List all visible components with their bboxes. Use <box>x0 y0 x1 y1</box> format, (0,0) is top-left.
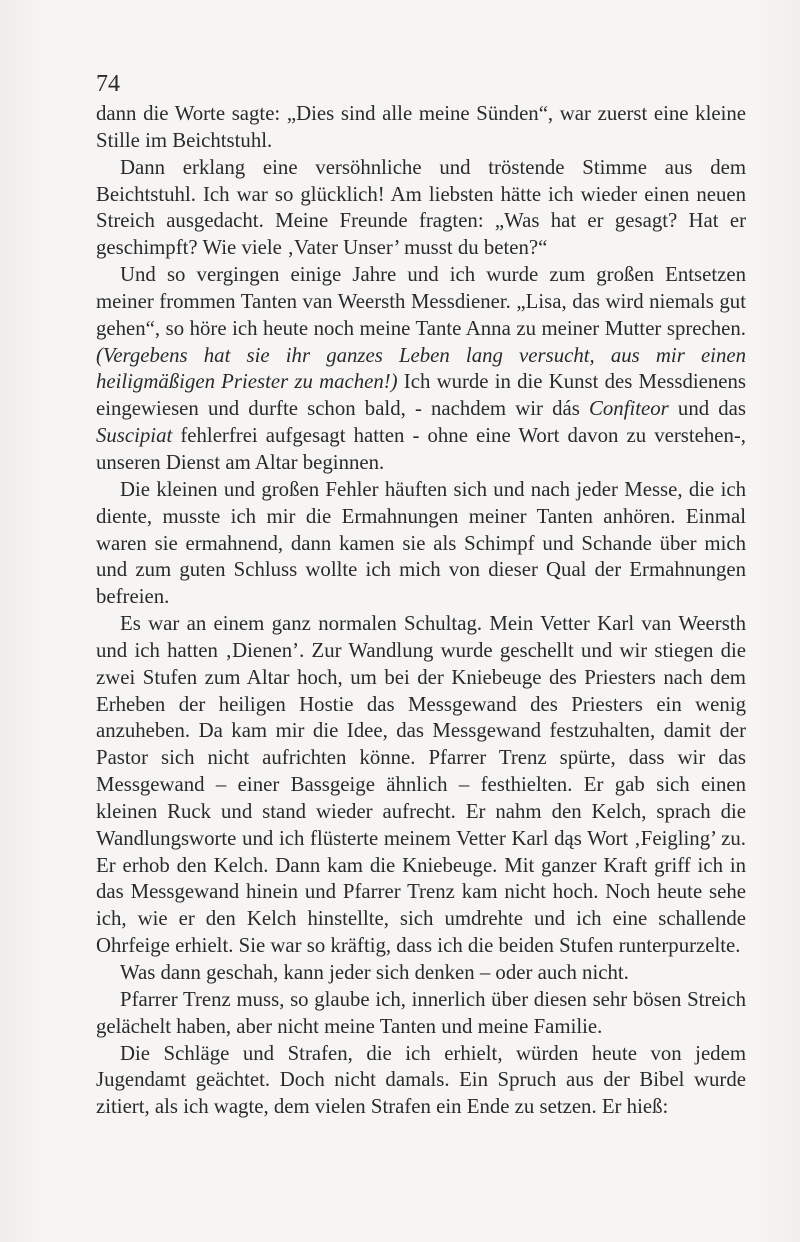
paragraph-1 <box>96 101 746 155</box>
page-number: 74 <box>96 71 120 97</box>
paragraph-text: dann die Worte sagte: „Dies sind alle meine Sünden“, war zuerst eine kleine Stille im Beichtstuhl. <box>96 102 746 152</box>
paragraph-text: Dann erklang eine versöhnliche und tröstende Stimme aus dem Beichtstuhl. Ich war so glücklich! Am liebsten hätte ich wieder einen neuen Streich ausgedacht. Meine Freunde fragten: „Was hat er gesagt? Hat er geschimpft? Wie viele ‚Vater Unser’ musst du beten?“ <box>96 155 746 260</box>
paragraph-text: Was dann geschah, kann jeder sich denken – oder auch nicht. <box>120 961 629 984</box>
paragraph-5 <box>96 611 746 960</box>
paragraph-text: Ich wurde in die Kunst des Messdienens eingewiesen und durfte schon bald, - nachdem wir dás <box>96 370 746 421</box>
paragraph-3 <box>96 262 746 477</box>
paragraph-2 <box>96 155 746 262</box>
italic-aside: (Vergebens hat sie ihr ganzes Leben lang versucht, aus mir einen heiligmäßigen Priester zu machen!) <box>96 343 746 394</box>
paragraph-text: Und so vergingen einige Jahre und ich wurde zum großen Entsetzen meiner frommen Tanten van Weersth Messdiener. „Lisa, das wird niemals gut gehen“, so höre ich heute noch meine Tante Anna zu meiner Mutter sprechen. <box>96 263 746 340</box>
italic-term-confiteor: Confiteor <box>589 397 669 421</box>
italic-term-suscipiat: Suscipiat <box>96 424 173 448</box>
paragraph-text: Die Schläge und Strafen, die ich erhielt, würden heute von jedem Jugendamt geächtet. Doch nicht damals. Ein Spruch aus der Bibel wurde zitiert, als ich wagte, dem vielen Strafen ein Ende zu setzen. Er hieß: <box>96 1041 746 1119</box>
paragraph-6 <box>96 960 746 987</box>
paragraph-7 <box>96 987 746 1041</box>
paragraph-4 <box>96 477 746 611</box>
paragraph-text: Pfarrer Trenz muss, so glaube ich, innerlich über diesen sehr bösen Streich gelächelt haben, aber nicht meine Tanten und meine Familie. <box>96 987 746 1038</box>
paragraph-text: und das <box>668 397 746 421</box>
paragraph-text: fehlerfrei aufgesagt hatten - ohne eine Wort davon zu verstehen-, unseren Dienst am Altar beginnen. <box>96 424 746 474</box>
body-text <box>96 101 746 1121</box>
paragraph-8 <box>96 1041 746 1122</box>
paragraph-text: Es war an einem ganz normalen Schultag. Mein Vetter Karl van Weersth und ich hatten ‚Dienen’. Zur Wandlung wurde geschellt und wir stiegen die zwei Stufen zum Altar hoch, um bei der Kniebeuge des Priesters nach dem Erheben der heiligen Hostie das Messgewand des Priesters ein wenig anzuheben. Da kam mir die Idee, das Messgewand festzuhalten, damit der Pastor sich nicht aufrichten könne. Pfarrer Trenz spürte, dass wir das Messgewand – einer Bassgeige ähnlich – festhielten. Er gab sich einen kleinen Ruck und stand wieder aufrecht. Er nahm den Kelch, sprach die Wandlungsworte und ich flüsterte meinem Vetter Karl dąs Wort ‚Feigling’ zu. Er erhob den Kelch. Dann kam die Kniebeuge. Mit ganzer Kraft griff ich in das Messgewand hinein und Pfarrer Trenz kam nicht hoch. Noch heute sehe ich, wie er den Kelch hinstellte, sich umdrehte und ich eine schallende Ohrfeige erhielt. Sie war so kräftig, dass ich die beiden Stufen runterpurzelte. <box>96 612 746 958</box>
paragraph-text: Die kleinen und großen Fehler häuften sich und nach jeder Messe, die ich diente, musste ich mir die Ermahnungen meiner Tanten anhören. Einmal waren sie ermahnend, dann kamen sie als Schimpf und Schande über mich und zum guten Schluss wollte ich mich von dieser Qual der Ermahnungen befreien. <box>96 477 746 609</box>
